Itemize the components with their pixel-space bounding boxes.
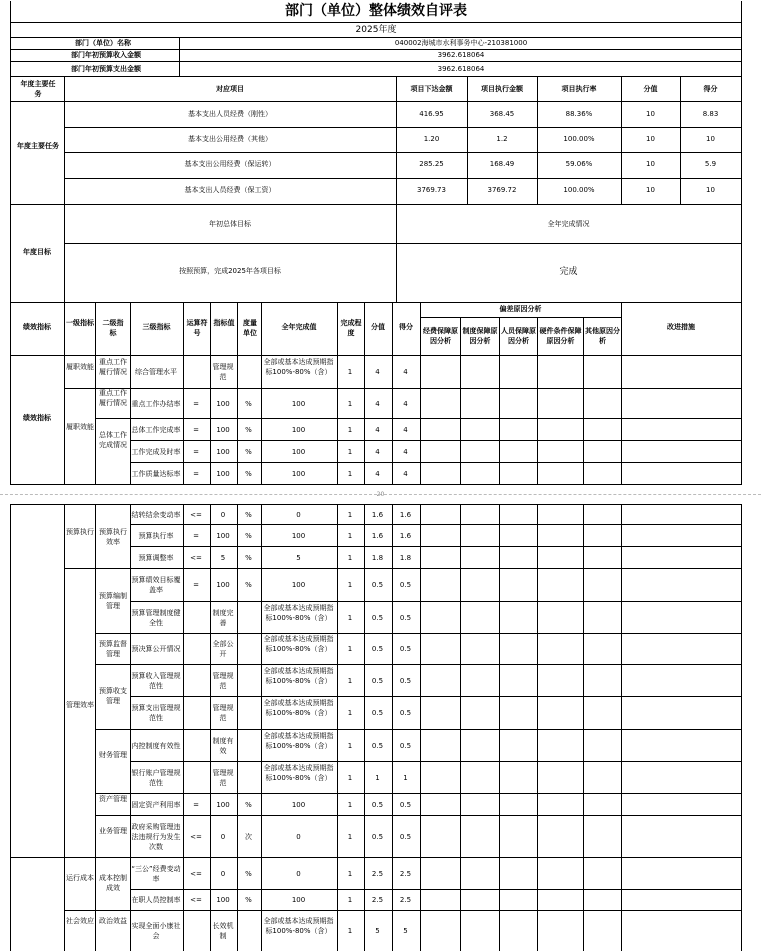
indicator-header-level3: 三级指标 [142, 323, 171, 331]
indicator-cell-target: 长效机制 [212, 922, 234, 940]
task-score: 10 [706, 135, 715, 143]
task-item: 基本支出公用经费（保运转） [184, 160, 276, 168]
indicator-cell-degree: 1 [347, 531, 353, 540]
indicator-header-actual: 全年完成值 [281, 323, 317, 331]
indicator-cell-actual: 全部或基本达成预期指标100%-80%（含） [263, 603, 334, 622]
indicator-cell-actual: 全部或基本达成预期指标100%-80%（含） [263, 763, 334, 782]
indicator-cell-l3: 重点工作办结率 [131, 399, 181, 408]
indicator-cell-score: 1.6 [399, 531, 412, 540]
indicator-cell-op: <= [190, 832, 202, 841]
indicator-cell-score: 0.5 [399, 645, 412, 653]
indicator-cell-score: 1.8 [399, 553, 412, 562]
indicator-cell-op: = [193, 425, 199, 434]
indicator-cell-l3: 结转结余变动率 [131, 510, 181, 519]
income-value: 3962.618064 [437, 51, 485, 59]
indicator-cell-unit: % [245, 510, 252, 519]
indicator-cell-target: 管理规范 [212, 768, 234, 787]
page-break [0, 487, 761, 504]
level1-cell: 管理效率 [66, 701, 94, 709]
indicator-section-side-label: 绩效指标 [23, 414, 51, 422]
task-rate: 59.06% [565, 160, 593, 168]
indicator-cell-actual: 100 [291, 469, 306, 478]
expense-label: 部门年初预算支出金额 [71, 65, 141, 73]
indicator-cell-target: 管理规范 [212, 671, 234, 690]
indicator-cell-score: 5 [403, 927, 408, 935]
indicator-header-deviation: 偏差原因分析 [499, 305, 542, 313]
task-rate: 100.00% [563, 186, 595, 194]
indicator-cell-weight: 2.5 [371, 869, 384, 878]
indicator-cell-weight: 5 [375, 927, 380, 935]
indicator-cell-actual: 100 [291, 399, 306, 408]
indicator-header-dev-system: 制度保障原因分析 [462, 327, 498, 345]
indicator-cell-score: 4 [403, 425, 408, 434]
indicator-cell-l3: 预算收入管理规范性 [131, 671, 181, 690]
indicator-cell-l3: 工作完成及时率 [131, 447, 181, 456]
task-budget: 285.25 [419, 160, 444, 168]
task-header-exec: 项目执行金额 [481, 85, 523, 93]
indicator-cell-degree: 1 [347, 613, 353, 622]
task-header-item: 对应项目 [216, 85, 244, 93]
indicator-cell-target: 制度完善 [212, 608, 234, 627]
indicator-cell-target: 0 [220, 869, 226, 878]
indicator-cell-weight: 4 [375, 469, 380, 478]
indicator-header-dev-funding: 经费保障原因分析 [423, 327, 458, 345]
task-section-label: 年度主要任务 [17, 142, 59, 150]
indicator-cell-weight: 0.5 [371, 676, 384, 685]
indicator-header-score: 得分 [399, 323, 413, 331]
indicator-cell-weight: 1.6 [371, 510, 384, 519]
indicator-cell-score: 0.5 [399, 581, 412, 589]
indicator-header-level2: 二级指标 [102, 319, 124, 337]
indicator-cell-unit: 次 [245, 832, 252, 841]
indicator-cell-score: 4 [403, 368, 408, 376]
indicator-cell-op: = [193, 469, 199, 478]
task-header-score: 得分 [703, 85, 718, 93]
indicator-cell-l3: 预算执行率 [138, 531, 174, 540]
indicator-cell-target: 0 [220, 832, 226, 841]
expense-value: 3962.618064 [437, 65, 485, 73]
indicator-cell-score: 0.5 [399, 741, 412, 750]
indicator-cell-unit: % [245, 469, 252, 478]
indicator-cell-actual: 100 [291, 581, 306, 589]
indicator-cell-actual: 全部或基本达成预期指标100%-80%（含） [263, 917, 334, 935]
level2-cell: 重点工作履行情况 [99, 358, 127, 376]
indicator-header-dev-staff: 人员保障原因分析 [501, 327, 536, 345]
task-budget: 1.20 [423, 135, 440, 143]
income-label: 部门年初预算收入金额 [71, 51, 141, 59]
indicator-cell-degree: 1 [347, 399, 353, 408]
indicator-cell-op: <= [190, 510, 202, 519]
level2-cell: 预算执行效率 [99, 528, 127, 546]
indicator-cell-target: 0 [220, 510, 226, 519]
indicator-header-dev-hardware: 硬件条件保障原因分析 [539, 327, 582, 345]
indicator-cell-degree: 1 [347, 676, 353, 685]
indicator-cell-degree: 1 [347, 709, 353, 717]
indicator-cell-unit: % [245, 896, 252, 904]
indicator-cell-score: 2.5 [399, 896, 412, 904]
level1-cell: 运行成本 [66, 874, 94, 882]
indicator-cell-unit: % [245, 425, 252, 434]
indicator-cell-op: <= [190, 896, 202, 904]
indicator-cell-degree: 1 [347, 773, 353, 782]
indicator-cell-weight: 4 [375, 425, 380, 434]
indicator-cell-actual: 100 [291, 800, 306, 809]
task-exec: 1.2 [496, 135, 508, 143]
task-weight: 10 [646, 135, 655, 143]
indicator-cell-weight: 4 [375, 399, 380, 408]
indicator-cell-op: = [193, 447, 199, 456]
task-header-rate: 项目执行率 [561, 85, 597, 93]
indicator-cell-l3: 综合管理水平 [135, 368, 177, 376]
indicator-cell-degree: 1 [347, 510, 353, 519]
indicator-cell-l3: 实现全面小康社会 [131, 922, 181, 940]
level2-cell: 总体工作完成情况 [99, 431, 127, 449]
indicator-cell-score: 4 [403, 447, 408, 456]
unit-name-value: 040002海城市水利事务中心-210381000 [394, 39, 528, 47]
indicator-cell-op: = [193, 531, 199, 540]
task-weight: 10 [646, 110, 655, 118]
indicator-cell-target: 5 [220, 553, 226, 562]
task-exec: 168.49 [489, 160, 515, 168]
indicator-cell-degree: 1 [347, 832, 353, 841]
goal-done-header: 全年完成情况 [547, 220, 590, 228]
indicator-header-level1: 一级指标 [66, 319, 94, 327]
indicator-header-unit: 度量单位 [243, 319, 257, 337]
indicator-cell-weight: 0.5 [371, 581, 384, 589]
task-item: 基本支出人员经费（刚性） [188, 110, 272, 118]
indicator-cell-unit: % [245, 447, 252, 456]
page-number: 20 [376, 491, 385, 498]
indicator-cell-actual: 全部或基本达成预期指标100%-80%（含） [263, 358, 334, 376]
task-exec: 3769.72 [487, 186, 517, 194]
indicator-cell-l3: 预算调整率 [138, 553, 174, 562]
indicator-cell-score: 2.5 [399, 869, 412, 878]
indicator-cell-actual: 全部或基本达成预期指标100%-80%（含） [263, 666, 334, 685]
indicator-cell-unit: % [245, 869, 252, 878]
indicator-cell-degree: 1 [347, 869, 353, 878]
level1-cell: 预算执行 [66, 528, 94, 536]
indicator-cell-op: = [193, 399, 199, 408]
indicator-cell-degree: 1 [347, 741, 353, 750]
indicator-cell-weight: 1.6 [371, 531, 384, 540]
indicator-cell-l3: 预算管理制度健全性 [131, 608, 181, 627]
indicator-cell-target: 100 [216, 469, 230, 478]
indicator-cell-score: 0.5 [399, 676, 412, 685]
indicator-header-weight: 分值 [371, 323, 385, 331]
indicator-header-improve: 改进措施 [667, 323, 695, 331]
task-weight: 10 [646, 160, 655, 168]
task-item: 基本支出公用经费（其他） [188, 135, 272, 143]
indicator-cell-score: 0.5 [399, 832, 412, 841]
indicator-cell-weight: 1.8 [371, 553, 384, 562]
indicator-cell-degree: 1 [347, 645, 353, 653]
indicator-cell-l3: “三公”经费变动率 [131, 864, 181, 883]
indicator-cell-actual: 全部或基本达成预期指标100%-80%（含） [263, 731, 334, 750]
indicator-cell-weight: 0.5 [371, 613, 384, 622]
indicator-cell-l3: 内控制度有效性 [131, 741, 181, 750]
indicator-cell-actual: 100 [291, 531, 306, 540]
indicator-cell-weight: 4 [375, 368, 380, 376]
task-rate: 88.36% [565, 110, 593, 118]
level2-cell: 业务管理 [99, 827, 127, 835]
indicator-header-degree: 完成程度 [340, 319, 362, 337]
indicator-cell-target: 100 [216, 581, 230, 589]
indicator-cell-actual: 0 [296, 510, 301, 519]
indicator-cell-degree: 1 [347, 553, 353, 562]
indicator-cell-degree: 1 [347, 447, 353, 456]
indicator-cell-actual: 全部或基本达成预期指标100%-80%（含） [263, 635, 334, 653]
indicator-cell-actual: 全部或基本达成预期指标100%-80%（含） [263, 699, 334, 717]
task-score: 8.83 [702, 110, 719, 118]
indicator-cell-score: 0.5 [399, 800, 412, 809]
task-header-budget: 项目下达金额 [410, 85, 453, 93]
task-rate: 100.00% [563, 135, 595, 143]
level2-cell: 成本控制成效 [99, 874, 127, 892]
indicator-cell-weight: 0.5 [371, 741, 384, 750]
indicator-cell-score: 4 [403, 469, 408, 478]
indicator-cell-target: 管理规范 [212, 363, 234, 381]
level2-cell: 资产管理 [99, 795, 127, 803]
indicator-cell-weight: 2.5 [371, 896, 384, 904]
indicator-cell-target: 100 [216, 425, 230, 434]
indicator-cell-l3: 工作质量达标率 [131, 469, 181, 478]
level1-cell: 履职效能 [66, 423, 94, 431]
indicator-cell-actual: 100 [291, 447, 306, 456]
level2-cell: 政治效益 [99, 917, 127, 925]
indicator-cell-score: 0.5 [399, 613, 412, 622]
indicator-cell-op: <= [190, 869, 202, 878]
goal-target-header: 年初总体目标 [209, 220, 251, 228]
indicator-cell-l3: 预决算公开情况 [131, 645, 181, 653]
indicator-cell-degree: 1 [347, 368, 353, 376]
indicator-cell-l3: 固定资产利用率 [131, 800, 181, 809]
indicator-cell-l3: 银行账户管理规范性 [131, 768, 181, 787]
indicator-cell-l3: 在职人员控制率 [131, 896, 181, 904]
indicator-cell-unit: % [245, 553, 252, 562]
indicator-section-label: 绩效指标 [23, 323, 51, 331]
indicator-cell-score: 1.6 [399, 510, 412, 519]
level1-cell: 社会效应 [66, 917, 94, 925]
indicator-cell-degree: 1 [347, 896, 353, 904]
indicator-cell-score: 1 [403, 773, 408, 782]
indicator-cell-unit: % [245, 581, 252, 589]
level2-cell: 重点工作履行情况 [99, 389, 127, 407]
indicator-cell-target: 制度有效 [212, 736, 234, 755]
indicator-cell-target: 100 [216, 531, 230, 540]
indicator-cell-weight: 0.5 [371, 800, 384, 809]
indicator-cell-l3: 政府采购管理违法违规行为发生次数 [131, 822, 181, 851]
indicator-cell-weight: 4 [375, 447, 380, 456]
indicator-cell-weight: 0.5 [371, 709, 384, 717]
indicator-cell-degree: 1 [347, 425, 353, 434]
indicator-header-op: 运算符号 [186, 319, 208, 337]
indicator-cell-unit: % [245, 800, 252, 809]
unit-name-label: 部门（单位）名称 [75, 39, 131, 47]
goal-done-text: 完成 [559, 267, 578, 277]
indicator-cell-score: 4 [403, 399, 408, 408]
indicator-cell-target: 全部公开 [212, 640, 234, 658]
level2-cell: 预算编制管理 [99, 592, 127, 610]
indicator-cell-op: <= [190, 553, 202, 562]
indicator-cell-l3: 预算支出管理规范性 [131, 704, 181, 722]
indicator-cell-actual: 5 [296, 553, 301, 562]
task-exec: 368.45 [489, 110, 515, 118]
page-title: 部门（单位）整体绩效自评表 [285, 3, 467, 19]
indicator-cell-degree: 1 [347, 800, 353, 809]
indicator-cell-score: 0.5 [399, 709, 412, 717]
indicator-cell-target: 100 [216, 800, 230, 809]
indicator-cell-target: 100 [216, 399, 230, 408]
indicator-cell-unit: % [245, 399, 252, 408]
indicator-cell-op: = [193, 581, 199, 589]
indicator-cell-target: 100 [216, 896, 230, 904]
task-budget: 3769.73 [417, 186, 446, 194]
level2-cell: 预算收支管理 [99, 687, 127, 705]
indicator-cell-weight: 0.5 [371, 645, 384, 653]
indicator-header-dev-other: 其他原因分析 [585, 327, 620, 345]
indicator-cell-l3: 预算绩效目标覆盖率 [131, 576, 181, 594]
level2-cell: 财务管理 [99, 751, 127, 759]
indicator-cell-degree: 1 [347, 927, 353, 935]
indicator-cell-unit: % [245, 531, 252, 540]
indicator-cell-actual: 100 [291, 425, 306, 434]
task-score: 10 [706, 186, 715, 194]
task-budget: 416.95 [419, 110, 444, 118]
level1-cell: 履职效能 [66, 363, 94, 371]
task-score: 5.9 [704, 160, 717, 168]
indicator-cell-degree: 1 [347, 581, 353, 589]
indicator-cell-actual: 100 [291, 896, 306, 904]
indicator-cell-weight: 1 [375, 773, 380, 782]
task-item: 基本支出人员经费（保工资） [184, 186, 276, 194]
indicator-cell-target: 100 [216, 447, 230, 456]
goal-target-text: 按照预算，完成2025年各项目标 [179, 267, 281, 275]
indicator-header-target: 指标值 [213, 319, 235, 327]
indicator-cell-actual: 0 [296, 869, 301, 878]
indicator-cell-l3: 总体工作完成率 [131, 425, 181, 434]
task-header-weight: 分值 [643, 85, 658, 93]
indicator-cell-actual: 0 [296, 832, 301, 841]
page-2 [0, 504, 761, 951]
indicator-cell-weight: 0.5 [371, 832, 384, 841]
indicator-cell-op: = [193, 800, 199, 809]
indicator-cell-degree: 1 [347, 469, 353, 478]
goal-section-label: 年度目标 [23, 248, 51, 256]
indicator-cell-target: 管理规范 [212, 704, 234, 722]
level2-cell: 预算监督管理 [99, 640, 127, 658]
task-weight: 10 [646, 186, 655, 194]
task-header-label: 年度主要任务 [20, 80, 56, 98]
year-label: 2025年度 [355, 25, 397, 35]
